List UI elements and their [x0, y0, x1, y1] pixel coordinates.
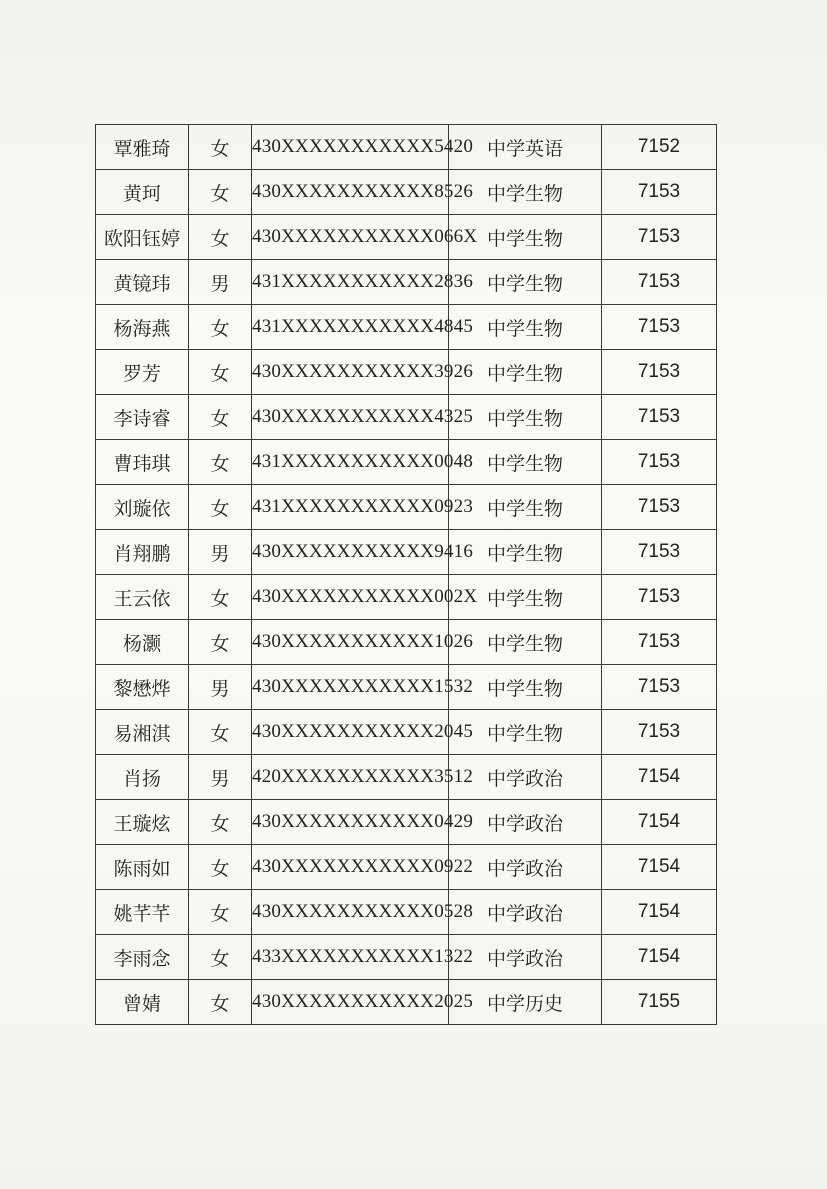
table-row	[96, 395, 717, 440]
position-code-cell: 7154	[602, 800, 717, 845]
position-code-cell: 7153	[602, 440, 717, 485]
name-cell: 杨海燕	[96, 305, 189, 350]
gender-cell: 女	[189, 350, 252, 395]
table-row	[96, 710, 717, 755]
id-number-cell: 430XXXXXXXXXXX1026	[252, 620, 449, 665]
id-number-cell: 430XXXXXXXXXXX3926	[252, 350, 449, 395]
table-row	[96, 980, 717, 1025]
position-code-cell: 7154	[602, 755, 717, 800]
position-code-cell: 7155	[602, 980, 717, 1025]
id-number-cell: 431XXXXXXXXXXX0048	[252, 440, 449, 485]
id-number-cell: 430XXXXXXXXXXX8526	[252, 170, 449, 215]
table-row	[96, 305, 717, 350]
id-number-cell: 431XXXXXXXXXXX0923	[252, 485, 449, 530]
id-number-cell: 430XXXXXXXXXXX0429	[252, 800, 449, 845]
subject-cell: 中学生物	[449, 215, 602, 260]
subject-cell: 中学生物	[449, 170, 602, 215]
name-cell: 欧阳钰婷	[96, 215, 189, 260]
name-cell: 覃雅琦	[96, 125, 189, 170]
table-row	[96, 755, 717, 800]
subject-cell: 中学生物	[449, 575, 602, 620]
name-cell: 王云依	[96, 575, 189, 620]
id-number-cell: 430XXXXXXXXXXX002X	[252, 575, 449, 620]
gender-cell: 女	[189, 125, 252, 170]
position-code-cell: 7152	[602, 125, 717, 170]
gender-cell: 女	[189, 215, 252, 260]
subject-cell: 中学生物	[449, 440, 602, 485]
id-number-cell: 430XXXXXXXXXXX5420	[252, 125, 449, 170]
position-code-cell: 7154	[602, 890, 717, 935]
candidate-table	[95, 124, 717, 1025]
subject-cell: 中学政治	[449, 935, 602, 980]
table-row	[96, 485, 717, 530]
position-code-cell: 7153	[602, 620, 717, 665]
position-code-cell: 7153	[602, 260, 717, 305]
name-cell: 曾婧	[96, 980, 189, 1025]
name-cell: 肖扬	[96, 755, 189, 800]
subject-cell: 中学生物	[449, 530, 602, 575]
candidate-table-body	[96, 125, 717, 1025]
table-row	[96, 890, 717, 935]
id-number-cell: 433XXXXXXXXXXX1322	[252, 935, 449, 980]
gender-cell: 女	[189, 710, 252, 755]
position-code-cell: 7153	[602, 395, 717, 440]
gender-cell: 女	[189, 395, 252, 440]
name-cell: 黄珂	[96, 170, 189, 215]
gender-cell: 男	[189, 530, 252, 575]
position-code-cell: 7154	[602, 935, 717, 980]
gender-cell: 男	[189, 755, 252, 800]
gender-cell: 女	[189, 305, 252, 350]
position-code-cell: 7153	[602, 665, 717, 710]
id-number-cell: 430XXXXXXXXXXX2045	[252, 710, 449, 755]
subject-cell: 中学生物	[449, 305, 602, 350]
name-cell: 姚芊芊	[96, 890, 189, 935]
table-row	[96, 530, 717, 575]
table-row	[96, 575, 717, 620]
table-row	[96, 125, 717, 170]
subject-cell: 中学生物	[449, 350, 602, 395]
position-code-cell: 7154	[602, 845, 717, 890]
table-row	[96, 350, 717, 395]
position-code-cell: 7153	[602, 215, 717, 260]
subject-cell: 中学生物	[449, 260, 602, 305]
name-cell: 王璇炫	[96, 800, 189, 845]
gender-cell: 女	[189, 620, 252, 665]
table-row	[96, 440, 717, 485]
id-number-cell: 430XXXXXXXXXXX0922	[252, 845, 449, 890]
name-cell: 黄镜玮	[96, 260, 189, 305]
gender-cell: 女	[189, 440, 252, 485]
gender-cell: 女	[189, 935, 252, 980]
subject-cell: 中学政治	[449, 755, 602, 800]
gender-cell: 女	[189, 890, 252, 935]
position-code-cell: 7153	[602, 710, 717, 755]
name-cell: 陈雨如	[96, 845, 189, 890]
table-row	[96, 215, 717, 260]
position-code-cell: 7153	[602, 305, 717, 350]
id-number-cell: 420XXXXXXXXXXX3512	[252, 755, 449, 800]
name-cell: 黎懋烨	[96, 665, 189, 710]
subject-cell: 中学生物	[449, 665, 602, 710]
table-row	[96, 170, 717, 215]
subject-cell: 中学政治	[449, 845, 602, 890]
name-cell: 刘璇依	[96, 485, 189, 530]
id-number-cell: 431XXXXXXXXXXX4845	[252, 305, 449, 350]
position-code-cell: 7153	[602, 350, 717, 395]
name-cell: 李诗睿	[96, 395, 189, 440]
position-code-cell: 7153	[602, 170, 717, 215]
table-row	[96, 935, 717, 980]
id-number-cell: 430XXXXXXXXXXX4325	[252, 395, 449, 440]
gender-cell: 男	[189, 260, 252, 305]
subject-cell: 中学生物	[449, 485, 602, 530]
table-row	[96, 800, 717, 845]
gender-cell: 女	[189, 980, 252, 1025]
gender-cell: 男	[189, 665, 252, 710]
id-number-cell: 430XXXXXXXXXXX0528	[252, 890, 449, 935]
position-code-cell: 7153	[602, 575, 717, 620]
name-cell: 易湘淇	[96, 710, 189, 755]
subject-cell: 中学生物	[449, 620, 602, 665]
gender-cell: 女	[189, 845, 252, 890]
subject-cell: 中学历史	[449, 980, 602, 1025]
subject-cell: 中学生物	[449, 710, 602, 755]
subject-cell: 中学政治	[449, 800, 602, 845]
table-row	[96, 260, 717, 305]
position-code-cell: 7153	[602, 485, 717, 530]
name-cell: 罗芳	[96, 350, 189, 395]
subject-cell: 中学英语	[449, 125, 602, 170]
table-row	[96, 620, 717, 665]
table-row	[96, 665, 717, 710]
subject-cell: 中学生物	[449, 395, 602, 440]
name-cell: 肖翔鹏	[96, 530, 189, 575]
position-code-cell: 7153	[602, 530, 717, 575]
name-cell: 曹玮琪	[96, 440, 189, 485]
gender-cell: 女	[189, 575, 252, 620]
name-cell: 李雨念	[96, 935, 189, 980]
id-number-cell: 430XXXXXXXXXXX1532	[252, 665, 449, 710]
table-row	[96, 845, 717, 890]
subject-cell: 中学政治	[449, 890, 602, 935]
gender-cell: 女	[189, 800, 252, 845]
gender-cell: 女	[189, 485, 252, 530]
id-number-cell: 430XXXXXXXXXXX9416	[252, 530, 449, 575]
gender-cell: 女	[189, 170, 252, 215]
id-number-cell: 430XXXXXXXXXXX2025	[252, 980, 449, 1025]
id-number-cell: 430XXXXXXXXXXX066X	[252, 215, 449, 260]
name-cell: 杨灏	[96, 620, 189, 665]
id-number-cell: 431XXXXXXXXXXX2836	[252, 260, 449, 305]
